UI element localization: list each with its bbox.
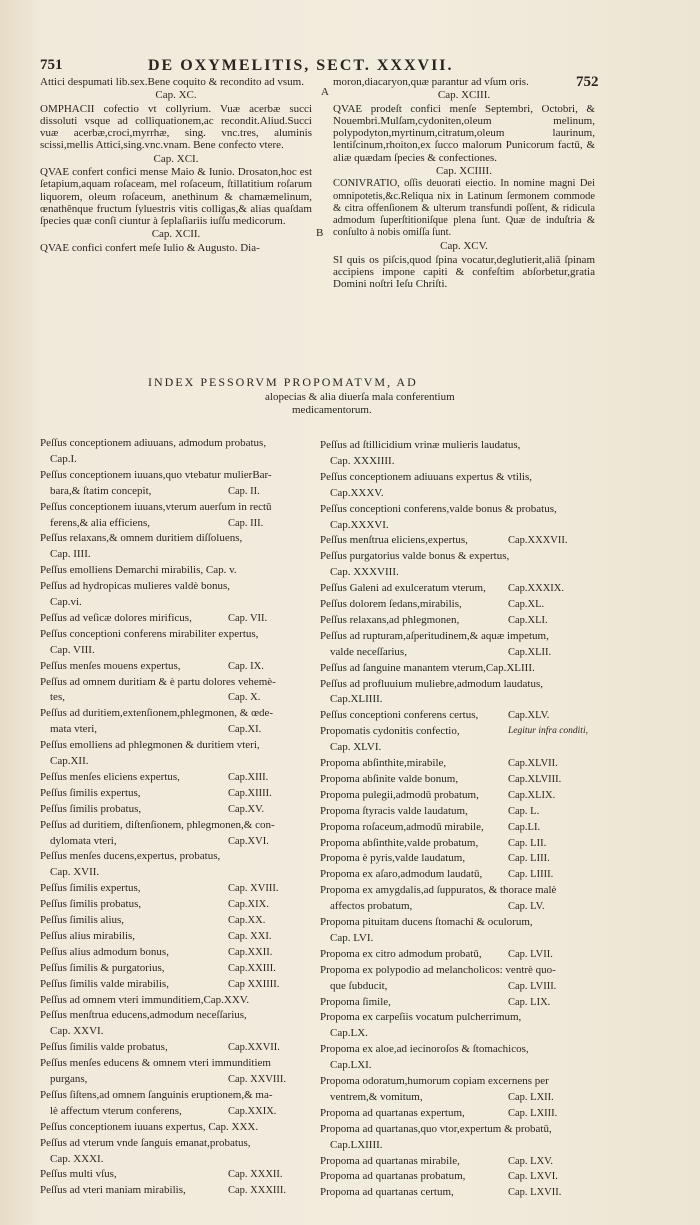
index-chapter-ref: Cap. III.	[228, 517, 264, 529]
margin-letter-a: A	[321, 86, 329, 98]
index-entry: Cap.LXI.	[330, 1059, 372, 1072]
index-entry: Propoma roſaceum,admodū mirabile,	[320, 820, 484, 833]
index-entry: Peſſus ad vteri maniam mirabilis,	[40, 1184, 186, 1197]
index-chapter-ref: Cap. LIIII.	[508, 869, 554, 881]
index-entry: Propoma ex carpeſiis vocatum pulcherrimum,	[320, 1011, 522, 1024]
index-chapter-ref: Cap. LXV.	[508, 1155, 554, 1167]
index-entry: dylomata vteri,	[50, 834, 117, 847]
index-entry: Cap. VIII.	[50, 643, 95, 656]
index-entry: Peſſus relaxans,& omnem duritiem diſſoluens,	[40, 532, 243, 545]
index-entry: Propoma pituitam ducens ſtomachi & oculorum,	[320, 916, 533, 928]
index-entry: Peſſus menſtrua educens,admodum neceſſarius,	[40, 1009, 247, 1022]
index-chapter-ref: Cap. LVII.	[508, 948, 553, 960]
index-entry: Peſſus ad vterum vnde ſanguis emanat,probatus,	[40, 1136, 251, 1149]
paragraph-si-quis: SI quis os piſcis,quod ſpina vocatur,deglutierit,aliā ſpinam accipiens impone capiti & confeſtim abſorbetur,gratia Domini noſtri Ieſu Chriſti.	[333, 254, 595, 291]
index-chapter-ref: Cap.XVI.	[228, 835, 269, 847]
index-entry: Peſſus alius admodum bonus,	[40, 945, 169, 958]
paragraph-quae-maio: QVAE confert confici mense Maio & Iunio. Drosaton,hoc est ſetapium,aquam roſaceam, mel roſaceum, ſtillatitium roſarum liquorem, oleum roſaceum, anethinum & chamæmelinum, œnathênque fructum ſyluestris vitis colligas,& alias quaſdam ſpecies quæ conſi ciuntur à ſeplaſiariis iuſſu medicorum.	[40, 166, 312, 228]
index-entry: Peſſus emolliens Demarchi mirabilis, Cap. v.	[40, 564, 237, 577]
index-entry: Peſſus ad profluuium muliebre,admodum laudatus,	[320, 677, 544, 690]
index-entry: Cap.I.	[50, 452, 77, 465]
index-chapter-ref: Cap.XXII.	[228, 946, 273, 958]
left-text-column	[40, 76, 312, 254]
right-text-column	[333, 76, 595, 291]
index-entry: Propoma odoratum,humorum copiam excernens per	[320, 1075, 549, 1087]
index-entry: Peſſus dolorem ſedans,mirabilis,	[320, 598, 462, 610]
index-chapter-ref: Cap. II.	[228, 485, 260, 497]
index-entry: Peſſus ad omnem duritiam & è partu dolores vehemè-	[40, 675, 276, 688]
index-entry: Peſſus conceptionem adiuuans, admodum probatus,	[40, 437, 267, 449]
right-intro: moron,diacaryon,quæ parantur ad vſum oris.	[333, 76, 529, 88]
index-entry: Peſſus ad duritiem,extenſionem,phlegmonen, & œde-	[40, 707, 274, 720]
index-entry: Peſſus conceptioni conferens,valde bonus & probatus,	[320, 502, 557, 515]
index-entry: Cap.XXXV.	[330, 486, 384, 499]
chapter-heading: Cap. XCIIII.	[436, 164, 492, 177]
index-entry: ventrem,& vomitum,	[330, 1090, 423, 1103]
index-chapter-ref: Cap.XL.	[508, 599, 545, 610]
index-chapter-ref: Cap. XXVIII.	[228, 1074, 287, 1085]
index-entry: Peſſus ſimilis & purgatorius,	[40, 961, 165, 974]
index-chapter-ref: Cap.XV.	[228, 803, 264, 815]
index-entry: Peſſus ſiſtens,ad omnem ſanguinis eruptionem,& ma-	[40, 1088, 273, 1101]
index-entry: Peſſus menſes educens & omnem vteri immunditiem	[40, 1057, 271, 1070]
index-entry: Propoma abſinite valde bonum,	[320, 772, 459, 785]
index-entry: Propoma ex polypodio ad melancholicos: ventrè quo-	[320, 963, 556, 976]
index-entry: Peſſus conceptioni conferens mirabiliter expertus,	[40, 627, 259, 640]
index-entry: Cap.XLIIII.	[330, 693, 383, 706]
index-entry: Cap. XXXVIII.	[330, 566, 399, 579]
index-chapter-ref: Cap. LII.	[508, 837, 547, 849]
index-entry: valde neceſſarius,	[330, 645, 407, 658]
index-chapter-ref: Cap. IX.	[228, 660, 264, 672]
index-entry: Peſſus ſimilis expertus,	[40, 882, 141, 895]
index-chapter-ref: Cap. XXXII.	[228, 1169, 283, 1181]
index-chapter-ref: Cap. LXVI.	[508, 1171, 558, 1183]
index-entry: Cap. XLVI.	[330, 741, 382, 754]
index-entry: bara,& ſtatim concepit,	[50, 484, 152, 497]
index-entry: Peſſus conceptionem iuuans expertus, Cap. XXX.	[40, 1120, 259, 1133]
index-entry: Peſſus menſes eliciens expertus,	[40, 770, 180, 783]
index-chapter-ref: Cap.XLIX.	[508, 789, 556, 801]
paragraph-quae-iulio: QVAE confici confert meſe Iulio & Augusto. Dia-	[40, 241, 260, 254]
index-entry: Peſſus ad hydropicas mulieres valdè bonus,	[40, 580, 231, 593]
index-entry: Cap. XXXI.	[50, 1152, 104, 1165]
index-entry: que ſubducit,	[330, 979, 388, 992]
index-chapter-ref: Cap.XXXVII.	[508, 535, 568, 547]
index-entry: Propoma ex aſaro,admodum laudatū,	[320, 868, 483, 881]
index-chapter-ref: Cap.XIX.	[228, 899, 269, 911]
index-chapter-ref: Cap. LXII.	[508, 1091, 554, 1103]
index-entry: Cap.XII.	[50, 755, 89, 767]
index-subtitle-2: medicamentorum.	[292, 404, 372, 416]
index-entry: Propoma ſimile,	[320, 995, 391, 1008]
index-entry: Peſſus conceptionem iuuans,vterum auerſum in rectū	[40, 500, 272, 513]
index-entry: Propomatis cydonitis confectio,	[320, 725, 460, 738]
index-chapter-ref: Cap.XLVII.	[508, 758, 558, 769]
index-entry: Propoma è pyris,valde laudatum,	[320, 852, 466, 865]
index-entry: Propoma ad quartanas certum,	[320, 1186, 454, 1199]
index-entry: Peſſus relaxans,ad phlegmonen,	[320, 613, 460, 626]
index-entry: Peſſus ſimilis valde probatus,	[40, 1041, 168, 1054]
index-chapter-ref: Cap. XXXIII.	[228, 1185, 287, 1197]
index-chapter-ref: Cap XXIIII.	[228, 978, 280, 990]
index-entry: Propoma ad quartanas expertum,	[320, 1106, 465, 1119]
index-entry: Peſſus ad veſicæ dolores mirificus,	[40, 611, 192, 624]
index-entry: Peſſus conceptionem iuuans,quo vtebatur mulierBar-	[40, 468, 272, 481]
index-chapter-ref: Cap. LXIII.	[508, 1107, 558, 1119]
index-chapter-ref: Cap.XXVII.	[228, 1042, 280, 1054]
left-intro: Attici despumati lib.sex.Bene coquito & recondito ad vsum.	[40, 76, 304, 88]
index-entry: tes,	[50, 691, 65, 704]
index-chapter-ref: Cap.XXXIX.	[508, 583, 564, 595]
index-entry: Peſſus ſimilis alius,	[40, 914, 125, 926]
index-entry: Peſſus conceptioni conferens certus,	[320, 709, 479, 722]
index-entry: Peſſus Galeni ad exulceratum vterum,	[320, 582, 486, 595]
index-subtitle: alopecias & alia diuerſa mala conferentium	[265, 391, 455, 403]
index-chapter-ref: Cap.XLVIII.	[508, 773, 562, 785]
running-title: DE OXYMELITIS, SECT. XXXVII.	[148, 57, 454, 74]
index-chapter-ref: Cap. X.	[228, 692, 261, 704]
index-entry: Peſſus purgatorius valde bonus & expertus,	[320, 550, 510, 563]
chapter-heading: Cap. XC.	[155, 89, 197, 102]
index-entry: Peſſus menſtrua eliciens,expertus,	[320, 534, 468, 547]
page-number-left: 751	[40, 57, 63, 73]
index-entry: Peſſus ad duritiem, diſtenſionem, phlegmonen,& con-	[40, 818, 275, 831]
index-chapter-ref: Cap.XIII.	[228, 771, 269, 783]
index-entry: Cap. XXXIIII.	[330, 454, 395, 467]
index-entry: Peſſus ſimilis valde mirabilis,	[40, 977, 169, 990]
index-entry: purgans,	[50, 1073, 88, 1085]
index-entry: Propoma pulegii,admodū probatum,	[320, 788, 479, 801]
index-entry: Propoma ſtyracis valde laudatum,	[320, 804, 468, 817]
index-entry: Cap.LXIIII.	[330, 1138, 383, 1151]
index-chapter-ref: Legitur infra conditi,	[508, 726, 588, 737]
index-entry: Peſſus multi vſus,	[40, 1168, 117, 1181]
index-chapter-ref: Cap.XLI.	[508, 614, 548, 626]
paragraph-quae-septembri: QVAE prodeſt confici menſe Septembri, Octobri, & Nouembri.Mulſam,cydoniten,oleum melinum, polypodyton,myrtinum,citratum,oleum laurinum, lentiſcinum,rhoiton,ex ſucco malorum Punicorum factū, & aliæ quædam ſpecies & confectiones.	[333, 102, 595, 164]
index-entry: Peſſus ad omnem vteri immunditiem,Cap.XXV.	[40, 993, 250, 1006]
index-chapter-ref: Cap. LXVII.	[508, 1187, 562, 1199]
index-entry: Cap. IIII.	[50, 548, 91, 561]
index-entry: Peſſus ad rupturam,aſperitudinem,& aquæ impetum,	[320, 629, 549, 642]
index-entry: Propoma ad quartanas probatum,	[320, 1170, 466, 1183]
index-chapter-ref: Cap. XVIII.	[228, 883, 279, 895]
index-entry: Cap.LX.	[330, 1027, 368, 1040]
index-entry: Peſſus menſes ducens,expertus, probatus,	[40, 850, 221, 863]
index-entry: Propoma ad quartanas mirabile,	[320, 1154, 460, 1167]
index-chapter-ref: Cap.XLV.	[508, 710, 550, 722]
index-chapter-ref: Cap.XXIX.	[228, 1105, 277, 1117]
index-entry: ferens,& alia efficiens,	[50, 516, 150, 529]
index-entry: affectos probatum,	[330, 900, 413, 913]
margin-letter-b: B	[316, 227, 324, 239]
index-entry: Peſſus ſimilis expertus,	[40, 786, 141, 799]
paragraph-coniuratio: CONIVRATIO, oſſis deuorati eiectio. In nomine magni Dei omnipotetis,&c.Reliqua nix in Latinum ſermonem commode & citra offenſionem & ulterum transfundi poſſent, & ridicula admodum ſuperſtitioniſque plena ſunt. Quæ de induſtria & conſulto à nobis omiſſa ſunt.	[333, 178, 595, 239]
index-chapter-ref: Cap.XI.	[228, 724, 262, 736]
chapter-heading: Cap. XCV.	[440, 240, 488, 253]
index-entry: Peſſus ſimilis probatus,	[40, 802, 142, 815]
index-entry: mata vteri,	[50, 723, 98, 736]
index-entry: Propoma abſinthite,valde probatum,	[320, 836, 479, 849]
index-entry: Peſſus menſes mouens expertus,	[40, 659, 181, 672]
index-chapter-ref: Cap.XX.	[228, 915, 266, 926]
index-entry: Cap.XXXVI.	[330, 518, 389, 531]
index-chapter-ref: Cap.XXIII.	[228, 962, 276, 974]
index-chapter-ref: Cap.XLII.	[508, 646, 552, 658]
index-entry: Cap.vi.	[50, 596, 82, 608]
index-entry: Propoma ex amygdalis,ad ſuppuratos, & thorace malè	[320, 884, 557, 897]
index-entry: Propoma ex aloe,ad iecinoroſos & ſtomachicos,	[320, 1043, 529, 1056]
index-entry: Propoma ad quartanas,quo vtor,expertum & probatū,	[320, 1122, 552, 1135]
index-chapter-ref: Cap.LI.	[508, 821, 541, 833]
chapter-heading: Cap. XCI.	[153, 152, 199, 165]
index-entry: Peſſus ſimilis probatus,	[40, 898, 142, 911]
index-chapter-ref: Cap.XIIII.	[228, 787, 272, 799]
index-chapter-ref: Cap. L.	[508, 805, 540, 817]
index-chapter-ref: Cap. VII.	[228, 612, 268, 624]
index-entry: Propoma abſinthite,mirabile,	[320, 757, 447, 769]
index-chapter-ref: Cap. LIII.	[508, 853, 550, 865]
index-chapter-ref: Cap. LIX.	[508, 996, 551, 1008]
page-number-right: 752	[576, 74, 599, 90]
index-entry: Peſſus emolliens ad phlegmonen & duritiem vteri,	[40, 739, 260, 752]
index-entry: Propoma ex citro admodum probatū,	[320, 947, 482, 960]
index-entry: Peſſus alius mirabilis,	[40, 929, 136, 942]
index-entry: Cap. LVI.	[330, 931, 374, 944]
index-entry: Cap. XXVI.	[50, 1025, 104, 1038]
index-entry: lè affectum vterum conferens,	[50, 1104, 182, 1117]
index-entry: Peſſus ad ſanguine manantem vterum,Cap.XLIII.	[320, 661, 535, 674]
index-chapter-ref: Cap. LV.	[508, 901, 545, 913]
chapter-heading: Cap. XCII.	[151, 228, 201, 241]
index-chapter-ref: Cap. XXI.	[228, 930, 272, 942]
index-entry: Peſſus conceptionem adiuuans expertus & vtilis,	[320, 470, 533, 483]
chapter-heading: Cap. XCIII.	[437, 89, 491, 102]
index-entry: Cap. XVII.	[50, 866, 100, 879]
index-entry: Peſſus ad ſtillicidium vrinæ mulieris laudatus,	[320, 439, 521, 451]
index-title: INDEX PESSORVM PROPOMATVM, AD	[148, 375, 418, 389]
index-chapter-ref: Cap. LVIII.	[508, 980, 557, 992]
paragraph-omphacii: OMPHACII cofectio vt collyrium. Vuæ acerbæ succi dissoluti vsque ad colliquationem,ac recondit.Aliud.Succi vuæ acerbæ,croci,myrrhæ, sing. vnc.tres, aluminis scissi,mellis Attici,sing.vnc.vnam. Bene confecto vtere.	[40, 102, 312, 152]
